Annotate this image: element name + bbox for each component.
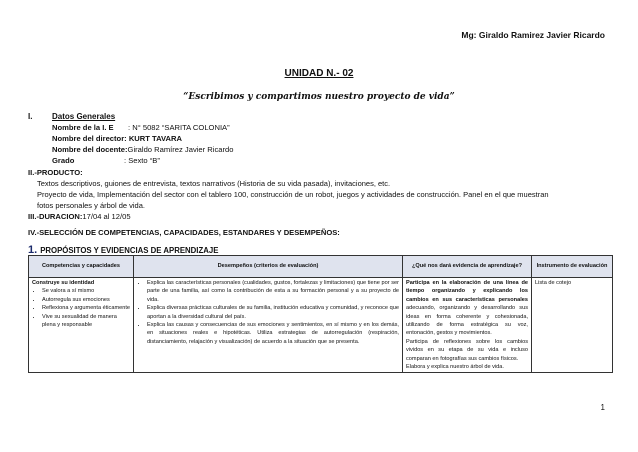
school-value: : N° 5082 “SARITA COLONIA”: [128, 123, 230, 132]
evidence-extra: Participa de reflexiones sobre los cambios vividos en su etapa de su vida e incluso comparan en fotografías sus cambios físicos.: [406, 338, 528, 362]
header-competencies: Competencias y capacidades: [29, 256, 134, 278]
purposes-number: 1.: [28, 244, 38, 256]
evidence-bold: Participa en la elaboración de una línea de tiempo organizando y explicando los cambios en sus características personales: [406, 280, 528, 303]
general-row-school: [52, 123, 230, 132]
teacher-value: Giraldo Ramírez Javier Ricardo: [127, 145, 234, 154]
duration-value: 17/04 al 12/05: [82, 212, 131, 221]
page-number: 1: [600, 403, 605, 412]
duration-heading: III.-DURACION:: [28, 212, 83, 221]
list-item: • Explica diversas prácticas culturales de su familia, institución educativa y comunidad, y reconoce que aportan a la diversidad cultural del país.: [147, 304, 399, 321]
evidence-rest: adecuando, organizando y desarrollando sus ideas en forma coherente y cohesionada, utilizando de forma estratégica su voz, entonación, gestos y movimientos.: [406, 305, 528, 337]
general-row-director: [52, 134, 182, 143]
competencies-table: [28, 255, 613, 373]
unit-subtitle: “Escribimos y compartimos nuestro proyecto de vida”: [183, 92, 455, 102]
school-label: Nombre de la I. E: [52, 123, 114, 132]
unit-title: UNIDAD N.- 02: [284, 68, 354, 79]
general-row-grade: [52, 156, 160, 165]
competence-title: Construye su identidad: [32, 280, 95, 286]
general-row-teacher: [52, 145, 233, 154]
selection-heading: IV.-SELECCIÓN DE COMPETENCIAS, CAPACIDADES, ESTANDARES Y DESEMPEÑOS:: [28, 228, 340, 237]
product-line-1: Textos descriptivos, guiones de entrevista, textos narrativos (Historia de su vida pasada), invitaciones, etc.: [37, 179, 391, 188]
author-header: Mg: Giraldo Ramirez Javier Ricardo: [461, 30, 605, 40]
competence-cell: [29, 278, 134, 373]
capacities-list: [32, 287, 130, 329]
list-item: • Explica las características personales (cualidades, gustos, fortalezas y limitaciones) que tiene por ser parte de una familia, así como la contribución de esta a su formación personal y a su proyecto de vida.: [147, 279, 399, 304]
evidence-last: Elabora y explica nuestro árbol de vida.: [406, 363, 504, 370]
header-instrument: Instrumento de evaluación: [532, 256, 613, 278]
table-header-row: [29, 256, 613, 278]
table-row: [29, 278, 613, 373]
list-item: • Vive su sexualidad de manera plena y responsable: [42, 313, 130, 330]
list-item: • Reflexiona y argumenta éticamente: [42, 304, 130, 312]
director-label: Nombre del director:: [52, 134, 127, 143]
teacher-label: Nombre del docente:: [52, 145, 128, 154]
instrument-cell: Lista de cotejo: [532, 278, 613, 373]
performances-list: [137, 279, 399, 346]
list-item: • Autorregula sus emociones: [42, 296, 130, 304]
general-heading: Datos Generales: [52, 112, 116, 121]
evidence-cell: [403, 278, 532, 373]
grade-label: Grado: [52, 156, 75, 165]
list-item: • Se valora a sí mismo: [42, 287, 130, 295]
product-line-2: Proyecto de vida, Implementación del sector con el tablero 100, construcción de un robot, juegos y actividades de construcción. Panel en el que muestran: [37, 190, 549, 199]
section-number-general: I.: [28, 112, 33, 121]
director-value: KURT TAVARA: [128, 134, 182, 143]
performances-cell: [134, 278, 403, 373]
list-item: • Explica las causas y consecuencias de sus emociones y sentimientos, en sí mismo y en los demás, en situaciones reales e hipotéticas. Utiliza estrategias de autorregulación (respiración, distanciamiento, relajación y visualización) de acuerdo a la situación que se presenta.: [147, 321, 399, 346]
product-line-3: fotos personales y árbol de vida.: [37, 201, 145, 210]
grade-value: : Sexto “B”: [124, 156, 160, 165]
purposes-heading: PROPÓSITOS Y EVIDENCIAS DE APRENDIZAJE: [40, 246, 219, 255]
header-performances: Desempeños (criterios de evaluación): [134, 256, 403, 278]
duration-line: [28, 212, 131, 221]
header-evidence: ¿Qué nos dará evidencia de aprendizaje?: [403, 256, 532, 278]
product-heading: II.-PRODUCTO:: [28, 168, 83, 177]
